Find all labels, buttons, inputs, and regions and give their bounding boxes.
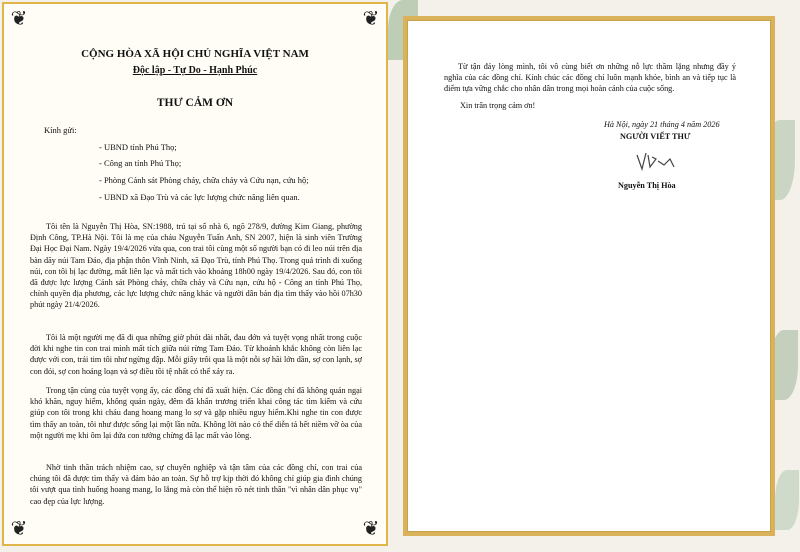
corner-ornament-icon: ❦	[10, 8, 28, 30]
letter-paragraph: Từ tận đáy lòng mình, tôi vô cùng biết ơn những nỗ lực thầm lặng nhưng đầy ý nghĩa của các đồng chí. Kính chúc các đồng chí luôn mạnh khỏe, bình an và tiếp tục là điểm tựa vững chắc cho nhân dân trong mọi hoàn cảnh của cuộc sống.	[444, 62, 736, 94]
letter-paragraph: Trong tận cùng của tuyệt vọng ấy, các đồng chí đã xuất hiện. Các đồng chí đã không quản ngại khó khăn, nguy hiểm, không quản ngày, đêm đã khẩn trương triển khai công tác tìm kiếm và cứu giúp con tôi trong khi cháu đang hoang mang lo sợ và gặp nhiều nguy hiểm.Khi nghe tin con được tìm thấy an toàn, tôi như được sống lại một lần nữa. Không lời nào có thể diễn tả hết niềm vỡ òa của một người mẹ khi ôm lại đứa con tưởng chừng đã lạc mất vào lòng.	[30, 386, 362, 440]
greeting: Kính gửi:	[44, 125, 77, 135]
closing-line: Xin trân trọng cảm ơn!	[460, 101, 536, 110]
nation-header: CỘNG HÒA XÃ HỘI CHỦ NGHĨA VIỆT NAM	[81, 48, 309, 60]
decor-leaf	[775, 470, 799, 530]
letter-title: THƯ CẢM ƠN	[156, 97, 234, 109]
signer-title: NGƯỜI VIẾT THƯ	[620, 132, 691, 141]
letter-paragraph: Nhờ tinh thần trách nhiệm cao, sự chuyên nghiệp và tận tâm của các đồng chí, con trai của chúng tôi đã được tìm thấy và đảm bảo an toàn. Sự hỗ trợ kịp thời đó không chỉ giúp gia đình chúng tôi vượt qua tình huống hoang mang, lo lắng mà còn thể hiện rõ nét tinh thần "vì nhân dân phục vụ" cao đẹp của lực lượng.	[30, 463, 362, 506]
letter-page-left	[2, 2, 388, 546]
letter-page-right-frame	[403, 16, 775, 536]
recipient-item: - Công an tỉnh Phú Thọ;	[99, 158, 182, 168]
motto: Độc lập - Tự Do - Hạnh Phúc	[132, 65, 258, 76]
letter-date: Hà Nội, ngày 21 tháng 4 năm 2026	[604, 120, 720, 129]
corner-ornament-icon: ❦	[362, 518, 380, 540]
signer-name: Nguyễn Thị Hòa	[618, 181, 676, 190]
recipient-item: - UBND tỉnh Phú Thọ;	[99, 142, 177, 152]
letter-paragraph: Tôi là một người mẹ đã đi qua những giờ phút dài nhất, đau đớn và tuyệt vọng nhất trong cuộc đời khi nghe tin con trai mình mất tích giữa núi rừng Tam Đảo. Từ khoảnh khắc không còn liên lạc được với con, trái tim tôi như ngừng đập. Mỗi giây trôi qua là một nỗi sợ hãi lớn dần, sợ con lạnh, sợ con đói, sợ con hoảng loạn và sợ điều tồi tệ nhất có thể xảy ra.	[30, 333, 362, 376]
signature-mark	[634, 149, 676, 173]
corner-ornament-icon: ❦	[362, 8, 380, 30]
recipient-item: - UBND xã Đạo Trù và các lực lượng chức năng liên quan.	[99, 192, 300, 202]
letter-page-right	[407, 20, 771, 532]
letter-paragraph: Tôi tên là Nguyễn Thị Hòa, SN:1988, trú tại số nhà 6, ngõ 278/9, đường Kim Giang, phường Định Công, TP.Hà Nội. Tôi là mẹ của cháu Nguyễn Tuấn Anh, SN 2007, hiện là sinh viên Trường Đại Học Đại Nam. Ngày 19/4/2026 vừa qua, con trai tôi cùng một số người bạn có đi leo núi trên địa bàn dãy núi Tam Đảo, địa phận thôn Vĩnh Ninh, xã Đạo Trù, tỉnh Phú Thọ. Trong quá trình đi xuống núi, con tôi bị lạc đường, mất liên lạc và mất tích vào khoảng 18h00 ngày 19/4/2026. Sau đó, con tôi đã được lực lượng Cảnh sát Phòng cháy, chữa cháy và Cứu nạn, cứu hộ - Công an tỉnh Phú Thọ, chính quyền địa phương, các lực lượng chức năng khác và người dân bản địa tìm thấy vào hồi 07h30 phút ngày 21/4/2026.	[30, 222, 362, 310]
corner-ornament-icon: ❦	[10, 518, 28, 540]
recipient-item: - Phòng Cảnh sát Phòng cháy, chữa cháy và Cứu nạn, cứu hộ;	[99, 175, 309, 185]
